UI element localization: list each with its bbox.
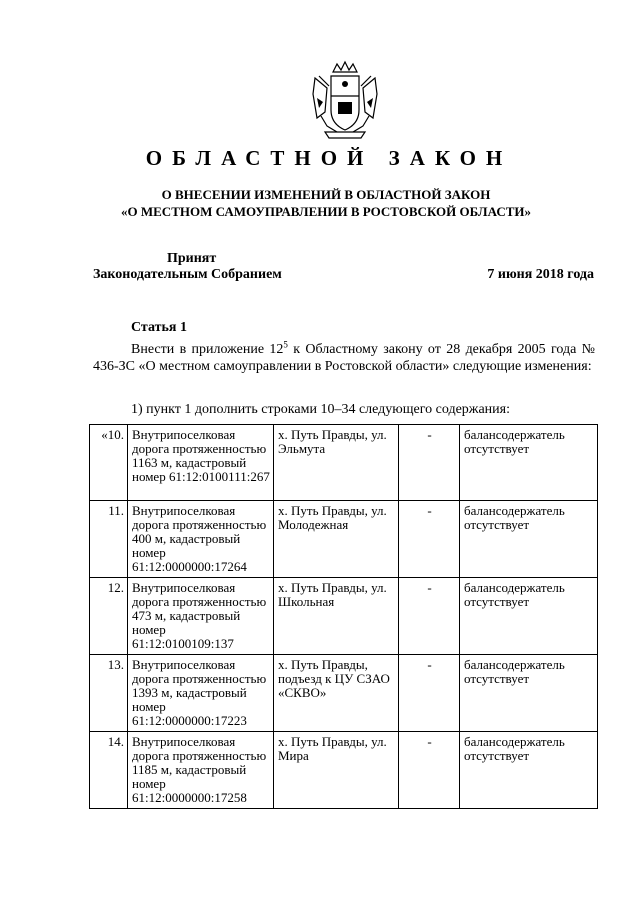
object-address: х. Путь Правды, ул. Молодежная	[274, 501, 399, 578]
point-text: 1) пункт 1 дополнить строками 10–34 следующего содержания:	[131, 402, 510, 417]
adopted-date: 7 июня 2018 года	[487, 267, 594, 282]
row-number: 14.	[90, 732, 128, 809]
object-name: Внутрипоселковая дорога протяженностью 1393 м, кадастровый номер 61:12:0000000:17223	[128, 655, 274, 732]
document-subtitle-line1: О ВНЕСЕНИИ ИЗМЕНЕНИЙ В ОБЛАСТНОЙ ЗАКОН	[161, 187, 491, 202]
row-number: 13.	[90, 655, 128, 732]
object-dash: -	[399, 732, 460, 809]
object-dash: -	[399, 578, 460, 655]
document-subtitle-line2: «О МЕСТНОМ САМОУПРАВЛЕНИИ В РОСТОВСКОЙ ОБЛАСТИ»	[121, 204, 531, 219]
object-name: Внутрипоселковая дорога протяженностью 1163 м, кадастровый номер 61:12:0100111:267	[128, 425, 274, 501]
intro-superscript: 5	[283, 339, 288, 350]
object-address: х. Путь Правды, ул. Мира	[274, 732, 399, 809]
object-address: х. Путь Правды, подъезд к ЦУ СЗАО «СКВО»	[274, 655, 399, 732]
article-heading: Статья 1	[131, 320, 187, 335]
coat-of-arms-emblem	[307, 58, 383, 140]
row-number: 11.	[90, 501, 128, 578]
object-address: х. Путь Правды, ул. Эльмута	[274, 425, 399, 501]
table-row	[90, 425, 598, 501]
table-row	[90, 501, 598, 578]
object-holder: балансодержатель отсутствует	[460, 425, 598, 501]
object-holder: балансодержатель отсутствует	[460, 578, 598, 655]
object-name: Внутрипоселковая дорога протяженностью 400 м, кадастровый номер 61:12:0000000:17264	[128, 501, 274, 578]
table-row	[90, 655, 598, 732]
object-holder: балансодержатель отсутствует	[460, 501, 598, 578]
object-holder: балансодержатель отсутствует	[460, 655, 598, 732]
object-dash: -	[399, 425, 460, 501]
object-address: х. Путь Правды, ул. Школьная	[274, 578, 399, 655]
object-name: Внутрипоселковая дорога протяженностью 473 м, кадастровый номер 61:12:0100109:137	[128, 578, 274, 655]
intro-text-part2: к Областному закону от 28 декабря 2005 года № 436-ЗС «О местном самоуправлении в Ростовской области» следующие изменения:	[93, 342, 595, 374]
row-number: «10.	[90, 425, 128, 501]
adopted-label: Принят	[167, 251, 217, 266]
document-title: ОБЛАСТНОЙ ЗАКОН	[145, 146, 513, 170]
object-dash: -	[399, 655, 460, 732]
table-row	[90, 732, 598, 809]
article-intro-paragraph	[93, 339, 595, 375]
objects-table	[89, 424, 598, 809]
adopted-by: Законодательным Собранием	[93, 267, 282, 282]
row-number: 12.	[90, 578, 128, 655]
object-name: Внутрипоселковая дорога протяженностью 1185 м, кадастровый номер 61:12:0000000:17258	[128, 732, 274, 809]
object-dash: -	[399, 501, 460, 578]
intro-text-part1: Внести в приложение 12	[131, 342, 284, 357]
object-holder: балансодержатель отсутствует	[460, 732, 598, 809]
table-row	[90, 578, 598, 655]
